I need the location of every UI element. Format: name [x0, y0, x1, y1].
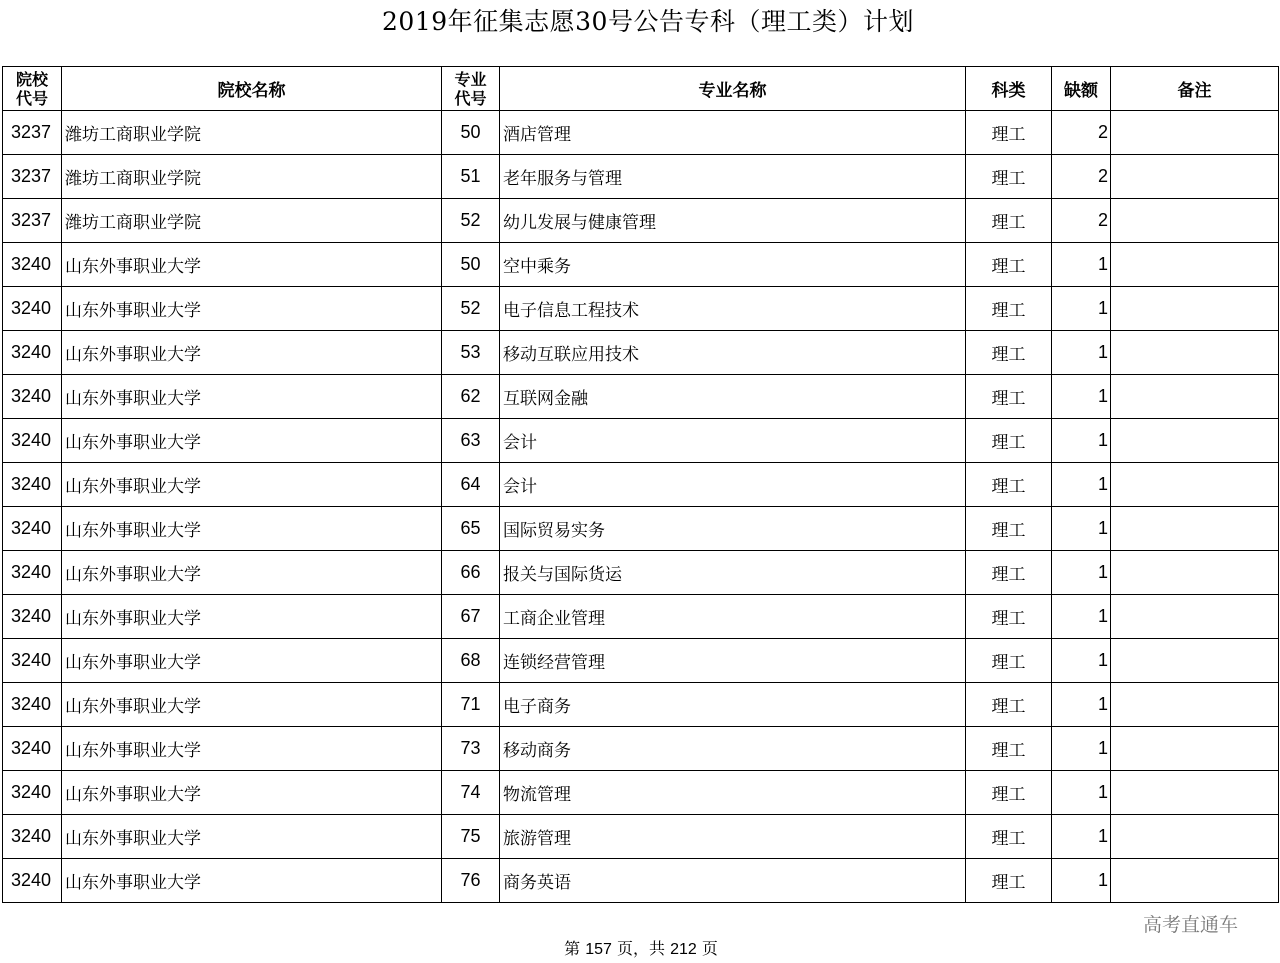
- header-vacancy: 缺额: [1052, 67, 1111, 111]
- cell-major-name: 工商企业管理: [500, 595, 966, 639]
- cell-vacancy: 1: [1052, 287, 1111, 331]
- cell-category: 理工: [966, 243, 1052, 287]
- cell-vacancy: 1: [1052, 771, 1111, 815]
- cell-major-code: 64: [442, 463, 500, 507]
- cell-category: 理工: [966, 155, 1052, 199]
- cell-school-name: 山东外事职业大学: [62, 859, 442, 903]
- cell-vacancy: 1: [1052, 595, 1111, 639]
- cell-remarks: [1111, 243, 1279, 287]
- cell-school-code: 3240: [3, 595, 62, 639]
- header-remarks: 备注: [1111, 67, 1279, 111]
- table-row: [3, 551, 1279, 595]
- cell-category: 理工: [966, 287, 1052, 331]
- cell-major-code: 50: [442, 243, 500, 287]
- cell-remarks: [1111, 551, 1279, 595]
- cell-vacancy: 1: [1052, 375, 1111, 419]
- cell-major-name: 旅游管理: [500, 815, 966, 859]
- cell-school-code: 3240: [3, 639, 62, 683]
- cell-remarks: [1111, 639, 1279, 683]
- table-row: [3, 463, 1279, 507]
- cell-major-code: 62: [442, 375, 500, 419]
- cell-school-name: 山东外事职业大学: [62, 243, 442, 287]
- cell-school-code: 3240: [3, 419, 62, 463]
- cell-school-name: 山东外事职业大学: [62, 463, 442, 507]
- cell-category: 理工: [966, 507, 1052, 551]
- header-major-code: [442, 67, 500, 111]
- footer-prefix: 第: [564, 939, 581, 958]
- header-school-name: 院校名称: [62, 67, 442, 111]
- cell-major-name: 物流管理: [500, 771, 966, 815]
- cell-school-code: 3240: [3, 243, 62, 287]
- header-major-code-line2: 代号: [454, 88, 487, 108]
- cell-school-name: 山东外事职业大学: [62, 683, 442, 727]
- cell-school-code: 3240: [3, 507, 62, 551]
- cell-school-name: 山东外事职业大学: [62, 815, 442, 859]
- cell-major-code: 68: [442, 639, 500, 683]
- cell-school-code: 3240: [3, 331, 62, 375]
- cell-major-code: 66: [442, 551, 500, 595]
- cell-vacancy: 1: [1052, 331, 1111, 375]
- table-header-row: [3, 67, 1279, 111]
- cell-major-name: 报关与国际货运: [500, 551, 966, 595]
- page-title: 2019年征集志愿30号公告专科（理工类）计划: [382, 7, 914, 36]
- footer-suffix: 页: [701, 939, 718, 958]
- cell-major-name: 电子商务: [500, 683, 966, 727]
- cell-category: 理工: [966, 727, 1052, 771]
- cell-category: 理工: [966, 859, 1052, 903]
- cell-major-name: 会计: [500, 419, 966, 463]
- cell-major-code: 50: [442, 111, 500, 155]
- cell-remarks: [1111, 419, 1279, 463]
- cell-remarks: [1111, 111, 1279, 155]
- cell-school-name: 山东外事职业大学: [62, 727, 442, 771]
- cell-major-name: 电子信息工程技术: [500, 287, 966, 331]
- cell-vacancy: 1: [1052, 419, 1111, 463]
- cell-vacancy: 1: [1052, 683, 1111, 727]
- cell-major-code: 73: [442, 727, 500, 771]
- cell-school-code: 3240: [3, 727, 62, 771]
- cell-vacancy: 2: [1052, 199, 1111, 243]
- cell-school-name: 山东外事职业大学: [62, 551, 442, 595]
- cell-school-name: 山东外事职业大学: [62, 375, 442, 419]
- table-row: [3, 595, 1279, 639]
- table-row: [3, 419, 1279, 463]
- cell-remarks: [1111, 727, 1279, 771]
- cell-category: 理工: [966, 199, 1052, 243]
- cell-major-code: 65: [442, 507, 500, 551]
- cell-major-name: 幼儿发展与健康管理: [500, 199, 966, 243]
- cell-school-code: 3240: [3, 375, 62, 419]
- page-footer: [0, 936, 1280, 959]
- cell-category: 理工: [966, 331, 1052, 375]
- cell-major-name: 老年服务与管理: [500, 155, 966, 199]
- cell-vacancy: 1: [1052, 859, 1111, 903]
- table-row: [3, 331, 1279, 375]
- cell-school-name: 潍坊工商职业学院: [62, 199, 442, 243]
- cell-category: 理工: [966, 815, 1052, 859]
- cell-major-name: 国际贸易实务: [500, 507, 966, 551]
- cell-vacancy: 2: [1052, 111, 1111, 155]
- cell-school-code: 3240: [3, 815, 62, 859]
- footer-middle: 页，共: [616, 939, 665, 958]
- cell-major-name: 移动互联应用技术: [500, 331, 966, 375]
- cell-category: 理工: [966, 595, 1052, 639]
- cell-major-name: 移动商务: [500, 727, 966, 771]
- cell-major-name: 商务英语: [500, 859, 966, 903]
- cell-school-code: 3240: [3, 683, 62, 727]
- cell-major-code: 63: [442, 419, 500, 463]
- cell-remarks: [1111, 507, 1279, 551]
- cell-major-code: 51: [442, 155, 500, 199]
- cell-major-name: 空中乘务: [500, 243, 966, 287]
- cell-major-code: 53: [442, 331, 500, 375]
- cell-category: 理工: [966, 683, 1052, 727]
- cell-vacancy: 1: [1052, 727, 1111, 771]
- cell-major-code: 67: [442, 595, 500, 639]
- cell-category: 理工: [966, 111, 1052, 155]
- cell-category: 理工: [966, 771, 1052, 815]
- cell-school-name: 山东外事职业大学: [62, 331, 442, 375]
- cell-school-name: 山东外事职业大学: [62, 771, 442, 815]
- header-major-name: 专业名称: [500, 67, 966, 111]
- table-body: [3, 111, 1279, 903]
- cell-remarks: [1111, 683, 1279, 727]
- cell-school-name: 山东外事职业大学: [62, 419, 442, 463]
- cell-school-code: 3240: [3, 859, 62, 903]
- header-major-code-line1: 专业: [454, 69, 487, 89]
- table-row: [3, 111, 1279, 155]
- cell-major-code: 52: [442, 199, 500, 243]
- cell-remarks: [1111, 155, 1279, 199]
- cell-remarks: [1111, 287, 1279, 331]
- cell-remarks: [1111, 595, 1279, 639]
- cell-vacancy: 1: [1052, 551, 1111, 595]
- cell-vacancy: 1: [1052, 463, 1111, 507]
- cell-category: 理工: [966, 375, 1052, 419]
- cell-school-code: 3240: [3, 463, 62, 507]
- table-row: [3, 683, 1279, 727]
- cell-major-name: 连锁经营管理: [500, 639, 966, 683]
- table-row: [3, 375, 1279, 419]
- cell-remarks: [1111, 331, 1279, 375]
- table-row: [3, 815, 1279, 859]
- table-row: [3, 727, 1279, 771]
- cell-vacancy: 1: [1052, 243, 1111, 287]
- cell-school-name: 山东外事职业大学: [62, 595, 442, 639]
- cell-vacancy: 1: [1052, 639, 1111, 683]
- table-row: [3, 771, 1279, 815]
- cell-category: 理工: [966, 463, 1052, 507]
- cell-category: 理工: [966, 551, 1052, 595]
- watermark: 高考直通车: [1143, 914, 1239, 936]
- cell-school-name: 山东外事职业大学: [62, 507, 442, 551]
- cell-category: 理工: [966, 419, 1052, 463]
- cell-school-code: 3237: [3, 111, 62, 155]
- cell-major-code: 52: [442, 287, 500, 331]
- footer-current-page: 157: [585, 941, 612, 958]
- cell-school-code: 3237: [3, 155, 62, 199]
- cell-school-name: 潍坊工商职业学院: [62, 111, 442, 155]
- cell-remarks: [1111, 859, 1279, 903]
- cell-major-name: 会计: [500, 463, 966, 507]
- cell-major-code: 74: [442, 771, 500, 815]
- cell-remarks: [1111, 199, 1279, 243]
- header-school-code: [3, 67, 62, 111]
- cell-remarks: [1111, 375, 1279, 419]
- table-row: [3, 287, 1279, 331]
- table-row: [3, 243, 1279, 287]
- table-row: [3, 507, 1279, 551]
- cell-major-code: 76: [442, 859, 500, 903]
- header-school-code-line1: 院校: [15, 69, 48, 89]
- table-row: [3, 199, 1279, 243]
- cell-major-code: 71: [442, 683, 500, 727]
- header-category: 科类: [966, 67, 1052, 111]
- cell-school-name: 山东外事职业大学: [62, 639, 442, 683]
- cell-major-code: 75: [442, 815, 500, 859]
- table-row: [3, 639, 1279, 683]
- cell-school-code: 3237: [3, 199, 62, 243]
- cell-school-code: 3240: [3, 551, 62, 595]
- cell-vacancy: 1: [1052, 815, 1111, 859]
- table-row: [3, 859, 1279, 903]
- footer-total-pages: 212: [670, 941, 697, 958]
- cell-vacancy: 2: [1052, 155, 1111, 199]
- table-row: [3, 155, 1279, 199]
- cell-category: 理工: [966, 639, 1052, 683]
- cell-vacancy: 1: [1052, 507, 1111, 551]
- cell-school-code: 3240: [3, 771, 62, 815]
- admission-plan-table: [2, 66, 1279, 903]
- cell-major-name: 酒店管理: [500, 111, 966, 155]
- cell-major-name: 互联网金融: [500, 375, 966, 419]
- cell-remarks: [1111, 463, 1279, 507]
- header-school-code-line2: 代号: [15, 88, 48, 108]
- cell-remarks: [1111, 771, 1279, 815]
- cell-school-name: 潍坊工商职业学院: [62, 155, 442, 199]
- cell-school-code: 3240: [3, 287, 62, 331]
- cell-remarks: [1111, 815, 1279, 859]
- cell-school-name: 山东外事职业大学: [62, 287, 442, 331]
